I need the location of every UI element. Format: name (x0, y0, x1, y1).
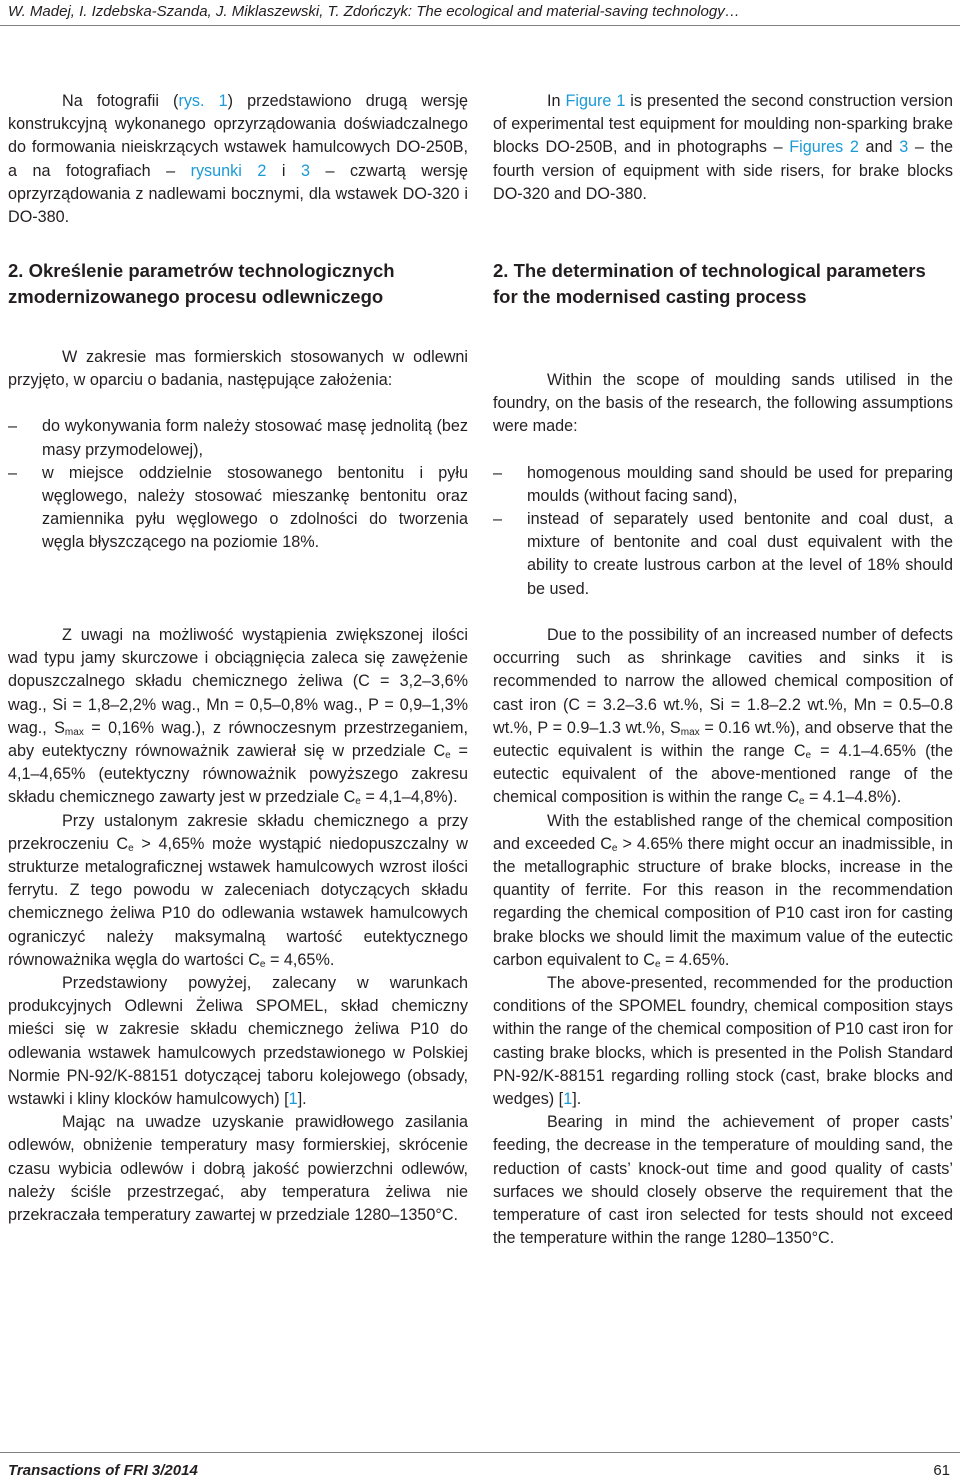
en-intro-paragraph: In Figure 1 is presented the second construction version of experimental test equipment for moulding non-sparking brake blocks DO-250B, and in photographs – Figures 2 and 3 – the fourth version of equipment with side risers, for brake blocks DO-320 and DO-380. (493, 92, 953, 203)
chemistry-paragraph: Due to the possibility of an increased number of defects occurring such as shrinkage cavities and sinks it is recommended to narrow the allowed chemical composition of cast iron (C = 3.2–3.6 wt.%, Si = 1.8–2.2 wt.%, Mn = 0.5–0.8 wt.%, P = 0.9–1.3 wt.%, $S_{max} = 0.16$ wt.%), and observe that the eutectic equivalent is within the range $C_e = 4.1-4.65\%$ (the eutectic equivalent of the above-mentioned range of the chemical composition is within the range $C_e = 4.1-4.8\%$). (493, 626, 953, 808)
assumptions-intro: Within the scope of moulding sands utilised in the foundry, on the basis of the research, the following assumptions were made: (493, 371, 953, 436)
en-intro-block (493, 90, 953, 206)
pl-assumptions-block (8, 346, 468, 555)
running-header: W. Madej, I. Izdebska-Szanda, J. Miklaszewski, T. Zdończyk: The ecological and material-saving technology… (8, 3, 740, 20)
standard-paragraph: Przedstawiony powyżej, zalecany w warunkach produkcyjnych Odlewni Żeliwa SPOMEL, skład chemiczny mieści się w zakresie składu chemicznego żeliwa P10 do odlewania wstawek hamulcowych przedstawionego w Polskiej Normie PN-92/K-88151 dotyczącej taboru kolejowego (obsady, wstawki i kliny klocków hamulcowych) [1]. (8, 974, 468, 1109)
section-heading: 2. Określenie parametrów technologicznych zmodernizowanego procesu odlewniczego (8, 260, 395, 307)
en-assumptions-block (493, 369, 953, 601)
figure-3-link[interactable]: 3 (899, 138, 909, 157)
list-item: – homogenous moulding sand should be used for preparing moulds (without facing sand), (493, 463, 953, 505)
ferrite-paragraph: With the established range of the chemical composition and exceeded $C_e > 4.65\%$ there might occur an inadmissible, in the metallographic structure of brake blocks, increase in the quantity of ferrite. For this reason in the recommendation regarding the chemical composition of P10 cast iron for casting brake blocks we should limit the maximum value of the eutectic carbon equivalent to $C_e = 4.65\%$. (493, 811, 953, 970)
en-heading-block (493, 258, 953, 309)
assumptions-list (8, 415, 468, 554)
footer-rule (0, 1452, 960, 1453)
standard-paragraph: The above-presented, recommended for the production conditions of the SPOMEL foundry, chemical composition stays within the range of the chemical composition of P10 cast iron for casting brake blocks, which is presented in the Polish Standard PN-92/K-88151 regarding rolling stock (cast, brake blocks and wedges) [1]. (493, 974, 953, 1109)
assumptions-intro: W zakresie mas formierskich stosowanych w odlewni przyjęto, w oparciu o badania, następujące założenia: (8, 348, 468, 390)
figure-3-link[interactable]: 3 (300, 161, 310, 180)
list-item: – do wykonywania form należy stosować masę jednolitą (bez masy przymodelowej), (8, 417, 468, 459)
pl-body-block (8, 624, 468, 1227)
reference-1-link[interactable]: 1 (563, 1090, 573, 1109)
temperature-paragraph: Bearing in mind the achievement of proper casts’ feeding, the decrease in the temperature of moulding sand, the reduction of casts’ knock-out time and good quality of casts’ surfaces we should closely observe the requirement that the temperature of cast iron selected for tests should not exceed the temperature within the range 1280–1350°C. (493, 1113, 953, 1248)
assumptions-list (493, 462, 953, 601)
dash-bullet: – (493, 510, 503, 529)
section-heading: 2. The determination of technological parameters for the modernised casting process (493, 260, 926, 307)
figure-2-link[interactable]: Figures 2 (789, 138, 859, 157)
ferrite-paragraph: Przy ustalonym zakresie składu chemicznego a przy przekroczeniu $C_e > 4,65\%$ może wystąpić niedopuszczalny w strukturze metalograficznej wstawek hamulcowych wzrost ilości ferrytu. Z tego powodu w zaleceniach dotyczących składu chemicznego żeliwa P10 do odlewania wstawek hamulcowych ograniczyć należy maksymalną wartość eutektycznego równoważnika węgla do wartości $C_e = 4,65\%$. (8, 811, 468, 970)
list-item: – w miejsce oddzielnie stosowanego bentonitu i pyłu węglowego, należy stosować mieszankę bentonitu oraz zamiennika pyłu węglowego o zdolności do tworzenia węgla błyszczącego na poziomie 18%. (8, 463, 468, 552)
dash-bullet: – (8, 417, 18, 436)
journal-name: Transactions of FRI 3/2014 (8, 1462, 198, 1479)
pl-heading-block (8, 258, 468, 309)
en-body-block (493, 624, 953, 1250)
figure-2-link[interactable]: rysunki 2 (190, 161, 267, 180)
chemistry-paragraph: Z uwagi na możliwość wystąpienia zwiększonej ilości wad typu jamy skurczowe i obciągnięcia zaleca się zawężenie dopuszczalnego składu chemicznego żeliwa (C = 3,2–3,6% wag., Si = 1,8–2,2% wag., Mn = 0,5–0,8% wag., P = 0,9–1,3% wag., $S_{max} = 0,16\%$ wag.), z równoczesnym przestrzeganiem, aby eutektyczny równoważnik zawierał się w przedziale $C_e = 4,1-4,65\%$ (eutektyczny równoważnik powyższego zakresu składu chemicznego zawarty jest w przedziale $C_e = 4,1-4,8\%$). (8, 626, 468, 808)
pl-intro-block (8, 90, 468, 229)
reference-1-link[interactable]: 1 (288, 1090, 298, 1109)
page-number: 61 (933, 1462, 950, 1479)
dash-bullet: – (493, 463, 503, 482)
temperature-paragraph: Mając na uwadze uzyskanie prawidłowego zasilania odlewów, obniżenie temperatury masy formierskiej, skrócenie czasu wybicia odlewów i dobrą jakość powierzchni odlewów, należy ściśle przestrzegać, aby temperatura żeliwa nie przekraczała temperatury zawartej w przedziale 1280–1350°C. (8, 1113, 468, 1225)
figure-1-link[interactable]: rys. 1 (178, 92, 228, 110)
figure-1-link[interactable]: Figure 1 (565, 92, 626, 110)
dash-bullet: – (8, 463, 18, 482)
list-item: – instead of separately used bentonite and coal dust, a mixture of bentonite and coal dust equivalent with the ability to create lustrous carbon at the level of 18% should be used. (493, 510, 953, 598)
pl-intro-paragraph: Na fotografii (rys. 1) przedstawiono drugą wersję konstrukcyjną wykonanego oprzyrządowania doświadczalnego do formowania nieiskrzących wstawek hamulcowych DO-250B, a na fotografiach – rysunki 2 i 3 – czwartą wersję oprzyrządowania z nadlewami bocznymi, dla wstawek DO-320 i DO-380. (8, 92, 469, 227)
header-rule (0, 25, 960, 26)
